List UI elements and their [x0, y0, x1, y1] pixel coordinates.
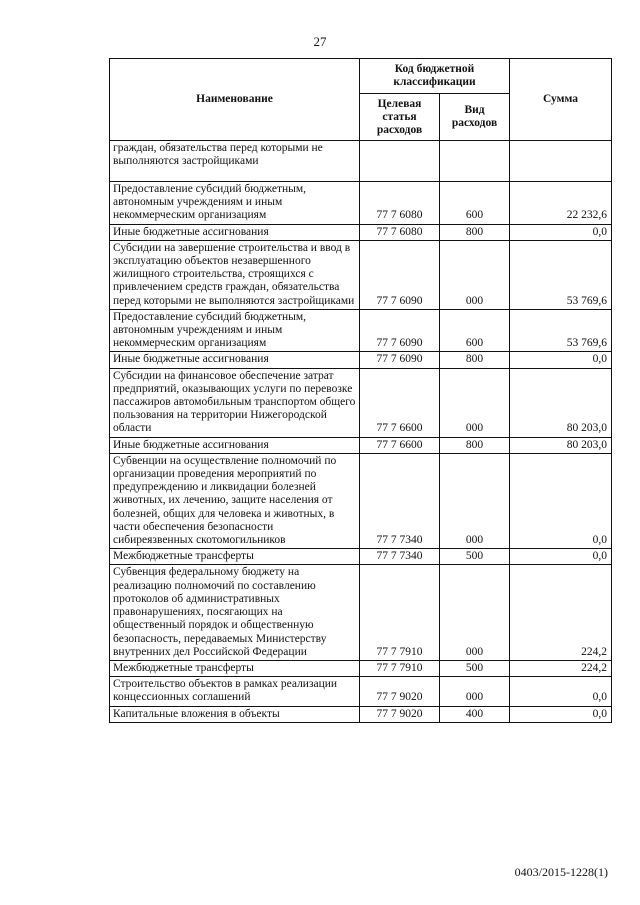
row-name: Капитальные вложения в объекты	[110, 706, 360, 722]
row-name: Субсидии на финансовое обеспечение затрат предприятий, оказывающих услуги по перевозке пассажиров автомобильным транспортом общего пользования на территории Нижегородской области	[110, 368, 360, 437]
table-row	[110, 437, 612, 453]
document-code: 0403/2015-1228(1)	[514, 865, 608, 879]
row-name: Иные бюджетные ассигнования	[110, 224, 360, 240]
row-sum: 80 203,0	[510, 437, 612, 453]
header-target-article: Целевая статья расходов	[360, 94, 440, 141]
row-expense-kind: 500	[440, 660, 510, 676]
row-name: Иные бюджетные ассигнования	[110, 437, 360, 453]
table-row	[110, 141, 612, 182]
row-sum: 22 232,6	[510, 182, 612, 225]
row-expense-kind: 000	[440, 240, 510, 309]
row-expense-kind: 400	[440, 706, 510, 722]
row-name: Субвенция федеральному бюджету на реализацию полномочий по составлению протоколов об административных правонарушениях, посягающих на общественный порядок и общественную безопасность, передаваемых Министерству внутренних дел Российской Федерации	[110, 565, 360, 660]
row-expense-kind: 000	[440, 368, 510, 437]
row-sum: 0,0	[510, 549, 612, 565]
table-row	[110, 368, 612, 437]
table-row	[110, 565, 612, 660]
row-expense-kind: 500	[440, 549, 510, 565]
row-name: Строительство объектов в рамках реализации концессионных соглашений	[110, 677, 360, 706]
row-sum: 0,0	[510, 352, 612, 368]
row-target-article: 77 7 9020	[360, 706, 440, 722]
table-row	[110, 677, 612, 706]
row-expense-kind: 600	[440, 182, 510, 225]
row-target-article: 77 7 6600	[360, 368, 440, 437]
row-target-article	[360, 141, 440, 182]
row-sum: 80 203,0	[510, 368, 612, 437]
row-target-article: 77 7 7910	[360, 660, 440, 676]
budget-table	[109, 58, 612, 723]
row-sum	[510, 141, 612, 182]
row-target-article: 77 7 7340	[360, 549, 440, 565]
row-sum: 0,0	[510, 677, 612, 706]
table-row	[110, 309, 612, 352]
row-sum: 0,0	[510, 224, 612, 240]
table-row	[110, 549, 612, 565]
table-row	[110, 706, 612, 722]
row-target-article: 77 7 6090	[360, 309, 440, 352]
table-row	[110, 224, 612, 240]
row-expense-kind: 800	[440, 352, 510, 368]
table-row	[110, 240, 612, 309]
table-body	[110, 141, 612, 723]
header-code-group: Код бюджетной классификации	[360, 59, 510, 94]
row-target-article: 77 7 6080	[360, 182, 440, 225]
header-name: Наименование	[110, 59, 360, 141]
row-target-article: 77 7 9020	[360, 677, 440, 706]
row-expense-kind: 000	[440, 453, 510, 548]
row-target-article: 77 7 6080	[360, 224, 440, 240]
row-target-article: 77 7 6600	[360, 437, 440, 453]
row-name: Субвенции на осуществление полномочий по организации проведения мероприятий по предупреждению и ликвидации болезней животных, их лечению, защите населения от болезней, общих для человека и животных, в части обеспечения безопасности сибиреязвенных скотомогильников	[110, 453, 360, 548]
header-sum: Сумма	[510, 59, 612, 141]
row-name: Межбюджетные трансферты	[110, 660, 360, 676]
row-target-article: 77 7 6090	[360, 352, 440, 368]
row-sum: 224,2	[510, 565, 612, 660]
row-target-article: 77 7 7910	[360, 565, 440, 660]
table-row	[110, 182, 612, 225]
row-sum: 0,0	[510, 706, 612, 722]
row-name: Субсидии на завершение строительства и ввод в эксплуатацию объектов незавершенного жилищного строительства, строящихся с привлечением средств граждан, обязательства перед которыми не выполняются застройщиками	[110, 240, 360, 309]
header-expense-kind: Вид расходов	[440, 94, 510, 141]
row-target-article: 77 7 7340	[360, 453, 440, 548]
table-row	[110, 453, 612, 548]
page-number: 27	[313, 34, 327, 49]
table-row	[110, 352, 612, 368]
row-expense-kind: 000	[440, 677, 510, 706]
row-expense-kind: 800	[440, 224, 510, 240]
row-expense-kind: 800	[440, 437, 510, 453]
row-name: Иные бюджетные ассигнования	[110, 352, 360, 368]
row-sum: 53 769,6	[510, 309, 612, 352]
row-name: Межбюджетные трансферты	[110, 549, 360, 565]
row-name: граждан, обязательства перед которыми не выполняются застройщиками	[110, 141, 360, 182]
row-sum: 53 769,6	[510, 240, 612, 309]
row-expense-kind: 000	[440, 565, 510, 660]
row-target-article: 77 7 6090	[360, 240, 440, 309]
row-expense-kind	[440, 141, 510, 182]
row-name: Предоставление субсидий бюджетным, автономным учреждениям и иным некоммерческим организациям	[110, 182, 360, 225]
table-row	[110, 660, 612, 676]
row-name: Предоставление субсидий бюджетным, автономным учреждениям и иным некоммерческим организациям	[110, 309, 360, 352]
row-expense-kind: 600	[440, 309, 510, 352]
table-header	[110, 59, 612, 141]
row-sum: 224,2	[510, 660, 612, 676]
row-sum: 0,0	[510, 453, 612, 548]
